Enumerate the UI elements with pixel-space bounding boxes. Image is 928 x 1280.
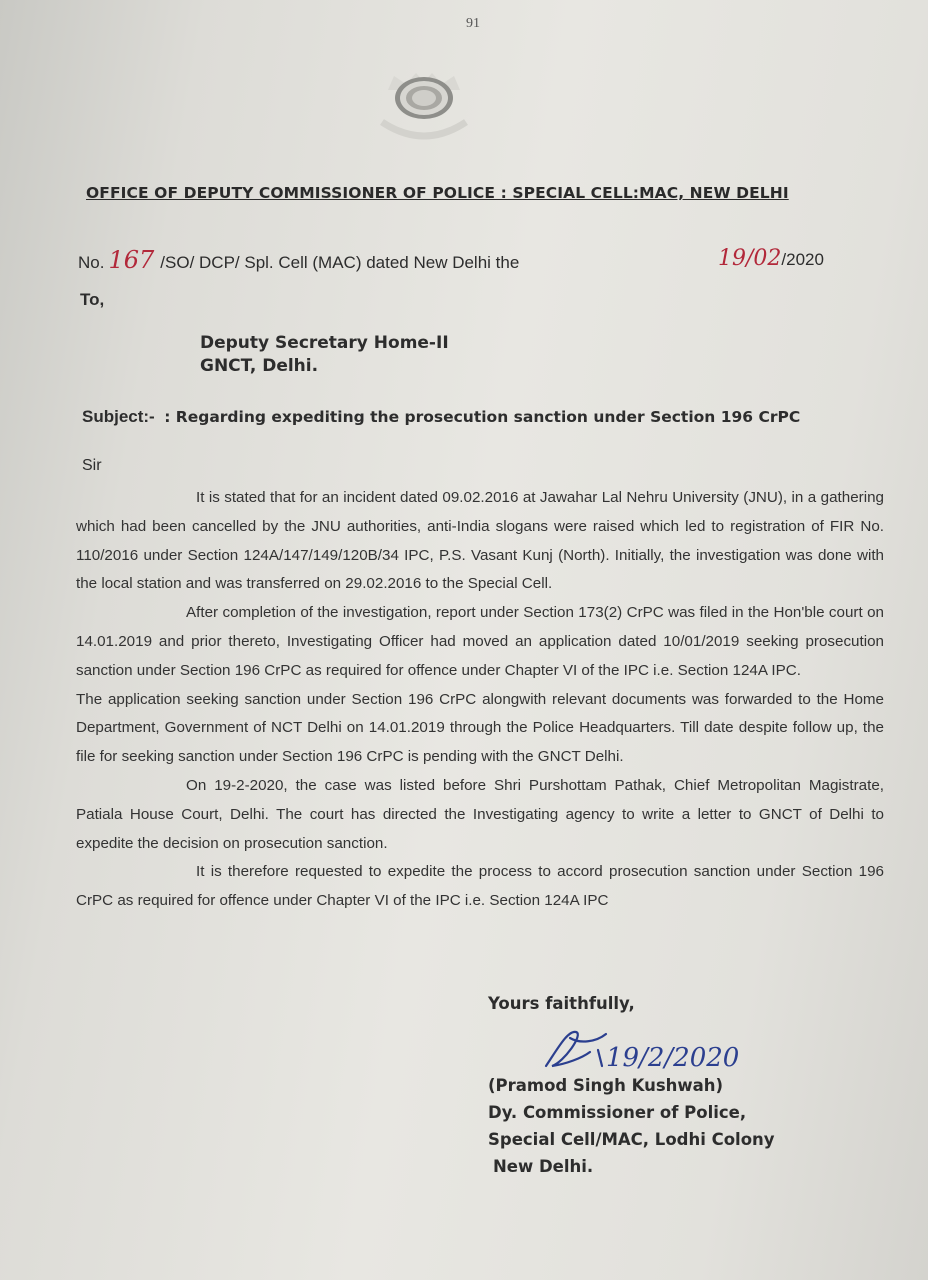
signature-date: 19/2/2020: [606, 1043, 740, 1073]
subject-text: : Regarding expediting the prosecution sanction under Section 196 CrPC: [164, 408, 801, 426]
signatory-city: New Delhi.: [493, 1157, 594, 1176]
addressee-line-2: GNCT, Delhi.: [200, 356, 319, 376]
to-label: To,: [80, 290, 105, 309]
signatory-designation: Dy. Commissioner of Police,: [488, 1103, 747, 1122]
addressee-line-1: Deputy Secretary Home-II: [200, 333, 449, 353]
handwritten-reference-number: 167: [108, 246, 155, 274]
signatory-block: [488, 1072, 775, 1180]
page-number: 91: [466, 16, 480, 31]
letter-date: [718, 246, 824, 271]
signoff: Yours faithfully,: [488, 994, 635, 1013]
reference-suffix: /SO/ DCP/ Spl. Cell (MAC) dated New Delhi the: [160, 253, 520, 272]
paragraph-request: It is therefore requested to expedite the process to accord prosecution sanction under Section 196 CrPC as required for offence under Chapter VI of the IPC i.e. Section 124A IPC: [76, 863, 884, 910]
paragraph-court-direction: On 19-2-2020, the case was listed before Shri Purshottam Pathak, Chief Metropolitan Magistrate, Patiala House Court, Delhi. The court has directed the Investigating agency to write a letter to GNCT of Delhi to expedite the decision on prosecution sanction.: [76, 776, 884, 852]
signatory-unit: Special Cell/MAC, Lodhi Colony: [488, 1130, 775, 1149]
addressee-block: [200, 332, 449, 378]
subject-label: Subject:-: [82, 407, 155, 426]
police-emblem-icon: [374, 70, 474, 142]
date-year: /2020: [781, 250, 824, 269]
paragraph-incident: It is stated that for an incident dated 09.02.2016 at Jawahar Lal Nehru University (JNU), in a gathering which had been cancelled by the JNU authorities, anti-India slogans were raised which led to registration of FIR No. 110/2016 under Section 124A/147/149/120B/34 IPC, P.S. Vasant Kunj (North). Initially, the investigation was done with the local station and was transferred on 29.02.2016 to the Special Cell.: [76, 489, 884, 593]
handwritten-signature: [540, 1020, 750, 1080]
paragraph-application: The application seeking sanction under Section 196 CrPC alongwith relevant documents was forwarded to the Home Department, Government of NCT Delhi on 14.01.2019 through the Police Headquarters. Till date despite follow up, the file for seeking sanction under Section 196 CrPC is pending with the GNCT Delhi.: [76, 690, 884, 766]
reference-no-label: No.: [78, 253, 105, 272]
letter-body: [76, 484, 884, 916]
subject-line: [82, 407, 800, 427]
office-title: OFFICE OF DEPUTY COMMISSIONER OF POLICE : SPECIAL CELL:MAC, NEW DELHI: [86, 184, 789, 202]
paragraph-investigation: After completion of the investigation, report under Section 173(2) CrPC was filed in the Hon'ble court on 14.01.2019 and prior thereto, Investigating Officer had moved an application dated 10/01/2019 seeking prosecution sanction under Section 196 CrPC as required for offence under Chapter VI of the IPC i.e. Section 124A IPC.: [76, 604, 884, 679]
signatory-name: (Pramod Singh Kushwah): [488, 1076, 724, 1095]
salutation: Sir: [82, 457, 102, 474]
reference-line: [78, 246, 519, 274]
handwritten-date: 19/02: [718, 246, 782, 271]
